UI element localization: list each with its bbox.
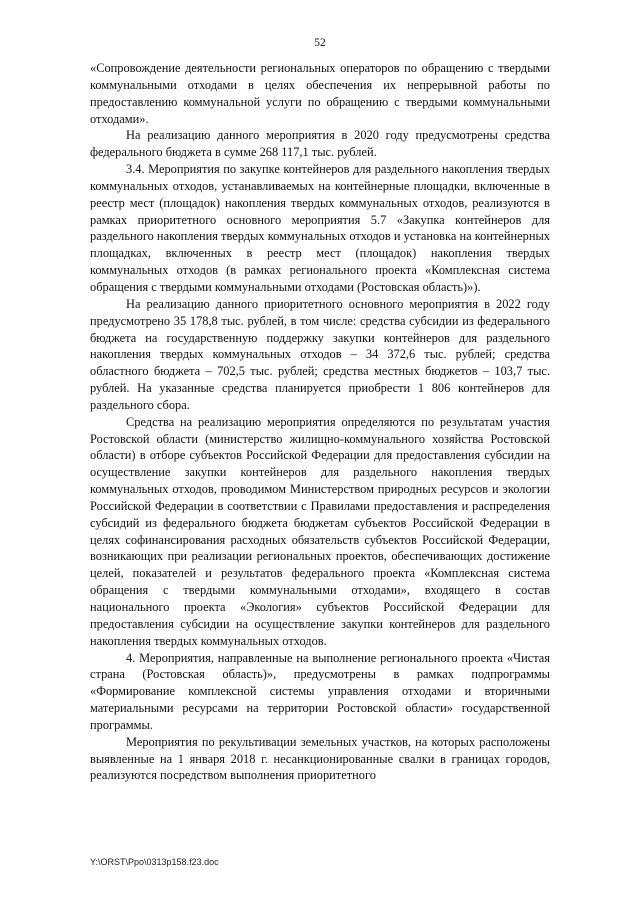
paragraph-3: 3.4. Мероприятия по закупке контейнеров для раздельного накопления твердых коммунальных отходов, устанавливаемых на контейнерные площадки, включенные в реестр мест (площадок) накопления твердых коммунальных отходов, реализуются в рамках приоритетного основного мероприятия 5.7 «Закупка контейнеров для раздельного накопления твердых коммунальных отходов и установка на контейнерных площадках, включенных в реестр мест (площадок) накопления твердых коммунальных отходов (в рамках регионального проекта «Комплексная система обращения с твердыми коммунальными отходами (Ростовская область)»).	[90, 162, 550, 294]
paragraph-5: Средства на реализацию мероприятия определяются по результатам участия Ростовской области (министерство жилищно-коммунального хозяйства Ростовской области) в отборе субъектов Российской Федерации для предоставления субсидии на осуществление закупки контейнеров для раздельного накопления твердых коммунальных отходов, проводимом Министерством природных ресурсов и экологии Российской Федерации в соответствии с Правилами предоставления и распределения субсидий из федерального бюджета бюджетам субъектов Российской Федерации в целях софинансирования расходных обязательств субъектов Российской Федерации, возникающих при реализации региональных проектов, обеспечивающих достижение целей, показателей и результатов федерального проекта «Комплексная система обращения с твердыми коммунальными отходами», входящего в состав национального проекта «Экология» субъектов Российской Федерации для предоставления субсидии на осуществление закупки контейнеров для раздельного накопления твердых коммунальных отходов.	[90, 414, 550, 648]
document-body	[90, 60, 550, 784]
paragraph-6: 4. Мероприятия, направленные на выполнение регионального проекта «Чистая страна (Ростовская область)», предусмотрены в рамках подпрограммы «Формирование комплексной системы управления отходами и вторичными материальными ресурсами на территории Ростовской области» государственной программы.	[90, 650, 550, 732]
paragraph-2: На реализацию данного мероприятия в 2020 году предусмотрены средства федерального бюджета в сумме 268 117,1 тыс. рублей.	[90, 128, 550, 160]
paragraph-7: Мероприятия по рекультивации земельных участков, на которых расположены выявленные на 1 января 2018 г. несанкционированные свалки в границах городов, реализуются посредством выполнения приоритетного	[90, 734, 550, 783]
paragraph-1: «Сопровождение деятельности региональных операторов по обращению с твердыми коммунальными отходами в целях обеспечения их непрерывной работы по предоставлению коммунальной услуги по обращению с твердыми коммунальными отходами».	[90, 61, 550, 126]
page-number: 52	[314, 37, 326, 49]
paragraph-4: На реализацию данного приоритетного основного мероприятия в 2022 году предусмотрено 35 178,8 тыс. рублей, в том числе: средства субсидии из федерального бюджета на государственную поддержку закупки контейнеров для раздельного накопления твердых коммунальных отходов – 34 372,6 тыс. рублей; средства областного бюджета – 702,5 тыс. рублей; средства местных бюджетов – 103,7 тыс. рублей. На указанные средства планируется приобрести 1 806 контейнеров для раздельного сбора.	[90, 296, 550, 412]
file-path-footer: Y:\ORST\Ppo\0313p158.f23.doc	[90, 857, 219, 867]
